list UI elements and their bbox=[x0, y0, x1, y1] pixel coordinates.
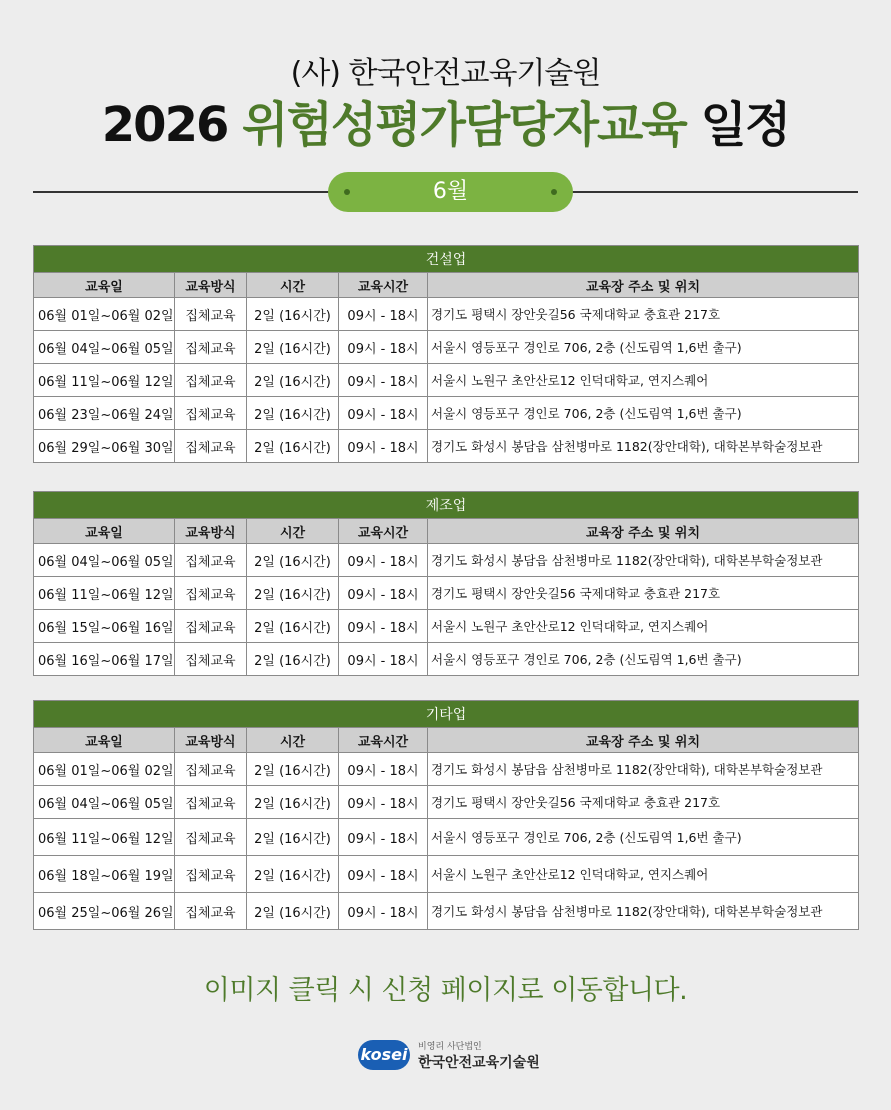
location-cell: 서울시 영등포구 경인로 706, 2층 (신도림역 1,6번 출구) bbox=[428, 819, 859, 856]
column-header: 교육시간 bbox=[339, 519, 428, 544]
duration-cell: 2일 (16시간) bbox=[247, 856, 339, 893]
duration-cell: 2일 (16시간) bbox=[247, 753, 339, 786]
category-title: 기타업 bbox=[34, 701, 859, 728]
hours-cell: 09시 - 18시 bbox=[339, 364, 428, 397]
date-cell: 06월 11일~06월 12일 bbox=[34, 819, 175, 856]
location-cell: 경기도 화성시 봉담읍 삼천병마로 1182(장안대학), 대학본부학술정보관 bbox=[428, 544, 859, 577]
kosei-logo-icon: kosei bbox=[358, 1040, 410, 1070]
table-row bbox=[34, 430, 859, 463]
table-row bbox=[34, 643, 859, 676]
duration-cell: 2일 (16시간) bbox=[247, 364, 339, 397]
table-row bbox=[34, 364, 859, 397]
schedule-table bbox=[33, 700, 859, 930]
location-cell: 경기도 화성시 봉담읍 삼천병마로 1182(장안대학), 대학본부학술정보관 bbox=[428, 893, 859, 930]
category-row bbox=[34, 492, 859, 519]
location-cell: 서울시 노원구 초안산로12 인덕대학교, 연지스퀘어 bbox=[428, 364, 859, 397]
method-cell: 집체교육 bbox=[175, 893, 247, 930]
duration-cell: 2일 (16시간) bbox=[247, 819, 339, 856]
method-cell: 집체교육 bbox=[175, 819, 247, 856]
category-row bbox=[34, 246, 859, 273]
column-header: 교육방식 bbox=[175, 728, 247, 753]
location-cell: 서울시 영등포구 경인로 706, 2층 (신도림역 1,6번 출구) bbox=[428, 397, 859, 430]
schedule-table bbox=[33, 491, 859, 676]
month-badge bbox=[328, 172, 573, 212]
method-cell: 집체교육 bbox=[175, 577, 247, 610]
location-cell: 경기도 평택시 장안웃길56 국제대학교 충효관 217호 bbox=[428, 786, 859, 819]
duration-cell: 2일 (16시간) bbox=[247, 331, 339, 364]
column-header: 시간 bbox=[247, 519, 339, 544]
category-title: 건설업 bbox=[34, 246, 859, 273]
date-cell: 06월 29일~06월 30일 bbox=[34, 430, 175, 463]
table-row bbox=[34, 397, 859, 430]
title-year: 2026 bbox=[101, 97, 228, 153]
location-cell: 경기도 화성시 봉담읍 삼천병마로 1182(장안대학), 대학본부학술정보관 bbox=[428, 430, 859, 463]
date-cell: 06월 25일~06월 26일 bbox=[34, 893, 175, 930]
header-row bbox=[34, 273, 859, 298]
column-header: 교육시간 bbox=[339, 273, 428, 298]
hours-cell: 09시 - 18시 bbox=[339, 856, 428, 893]
method-cell: 집체교육 bbox=[175, 331, 247, 364]
hours-cell: 09시 - 18시 bbox=[339, 610, 428, 643]
table-row bbox=[34, 577, 859, 610]
method-cell: 집체교육 bbox=[175, 610, 247, 643]
hours-cell: 09시 - 18시 bbox=[339, 819, 428, 856]
location-cell: 경기도 평택시 장안웃길56 국제대학교 충효관 217호 bbox=[428, 298, 859, 331]
date-cell: 06월 04일~06월 05일 bbox=[34, 331, 175, 364]
column-header: 교육일 bbox=[34, 728, 175, 753]
duration-cell: 2일 (16시간) bbox=[247, 430, 339, 463]
date-cell: 06월 04일~06월 05일 bbox=[34, 786, 175, 819]
org-logo bbox=[358, 1036, 558, 1076]
date-cell: 06월 11일~06월 12일 bbox=[34, 364, 175, 397]
duration-cell: 2일 (16시간) bbox=[247, 397, 339, 430]
date-cell: 06월 18일~06월 19일 bbox=[34, 856, 175, 893]
duration-cell: 2일 (16시간) bbox=[247, 544, 339, 577]
duration-cell: 2일 (16시간) bbox=[247, 893, 339, 930]
column-header: 교육일 bbox=[34, 273, 175, 298]
hours-cell: 09시 - 18시 bbox=[339, 544, 428, 577]
dot-icon bbox=[344, 189, 350, 195]
table-row bbox=[34, 298, 859, 331]
title-highlight: 위험성평가담당자교육 bbox=[242, 97, 686, 153]
method-cell: 집체교육 bbox=[175, 856, 247, 893]
date-cell: 06월 01일~06월 02일 bbox=[34, 298, 175, 331]
header-row bbox=[34, 728, 859, 753]
column-header: 교육장 주소 및 위치 bbox=[428, 728, 859, 753]
table-row bbox=[34, 331, 859, 364]
title-suffix: 일정 bbox=[700, 97, 790, 153]
table-row bbox=[34, 786, 859, 819]
column-header: 교육방식 bbox=[175, 519, 247, 544]
hours-cell: 09시 - 18시 bbox=[339, 298, 428, 331]
column-header: 교육일 bbox=[34, 519, 175, 544]
table-row bbox=[34, 856, 859, 893]
location-cell: 서울시 노원구 초안산로12 인덕대학교, 연지스퀘어 bbox=[428, 856, 859, 893]
table-row bbox=[34, 819, 859, 856]
category-title: 제조업 bbox=[34, 492, 859, 519]
date-cell: 06월 11일~06월 12일 bbox=[34, 577, 175, 610]
header-row bbox=[34, 519, 859, 544]
date-cell: 06월 01일~06월 02일 bbox=[34, 753, 175, 786]
logo-subtitle: 비영리 사단법인 bbox=[418, 1042, 482, 1052]
hours-cell: 09시 - 18시 bbox=[339, 786, 428, 819]
table-row bbox=[34, 544, 859, 577]
table-row bbox=[34, 610, 859, 643]
hours-cell: 09시 - 18시 bbox=[339, 331, 428, 364]
column-header: 시간 bbox=[247, 728, 339, 753]
location-cell: 서울시 노원구 초안산로12 인덕대학교, 연지스퀘어 bbox=[428, 610, 859, 643]
dot-icon bbox=[551, 189, 557, 195]
category-row bbox=[34, 701, 859, 728]
column-header: 교육장 주소 및 위치 bbox=[428, 273, 859, 298]
method-cell: 집체교육 bbox=[175, 298, 247, 331]
hours-cell: 09시 - 18시 bbox=[339, 430, 428, 463]
method-cell: 집체교육 bbox=[175, 430, 247, 463]
method-cell: 집체교육 bbox=[175, 544, 247, 577]
table-row bbox=[34, 753, 859, 786]
location-cell: 서울시 영등포구 경인로 706, 2층 (신도림역 1,6번 출구) bbox=[428, 331, 859, 364]
hours-cell: 09시 - 18시 bbox=[339, 643, 428, 676]
column-header: 시간 bbox=[247, 273, 339, 298]
hours-cell: 09시 - 18시 bbox=[339, 753, 428, 786]
date-cell: 06월 04일~06월 05일 bbox=[34, 544, 175, 577]
hours-cell: 09시 - 18시 bbox=[339, 397, 428, 430]
organization-name: (사) 한국안전교육기술원 bbox=[290, 56, 601, 91]
location-cell: 경기도 화성시 봉담읍 삼천병마로 1182(장안대학), 대학본부학술정보관 bbox=[428, 753, 859, 786]
method-cell: 집체교육 bbox=[175, 643, 247, 676]
month-divider bbox=[33, 172, 858, 212]
method-cell: 집체교육 bbox=[175, 786, 247, 819]
schedule-table bbox=[33, 245, 859, 463]
duration-cell: 2일 (16시간) bbox=[247, 786, 339, 819]
page-title bbox=[0, 86, 891, 155]
duration-cell: 2일 (16시간) bbox=[247, 298, 339, 331]
column-header: 교육장 주소 및 위치 bbox=[428, 519, 859, 544]
click-instruction[interactable]: 이미지 클릭 시 신청 페이지로 이동합니다. bbox=[203, 975, 688, 1006]
column-header: 교육방식 bbox=[175, 273, 247, 298]
duration-cell: 2일 (16시간) bbox=[247, 643, 339, 676]
month-label: 6월 bbox=[432, 179, 469, 204]
location-cell: 경기도 평택시 장안웃길56 국제대학교 충효관 217호 bbox=[428, 577, 859, 610]
date-cell: 06월 23일~06월 24일 bbox=[34, 397, 175, 430]
hours-cell: 09시 - 18시 bbox=[339, 893, 428, 930]
duration-cell: 2일 (16시간) bbox=[247, 610, 339, 643]
location-cell: 서울시 영등포구 경인로 706, 2층 (신도림역 1,6번 출구) bbox=[428, 643, 859, 676]
date-cell: 06월 16일~06월 17일 bbox=[34, 643, 175, 676]
date-cell: 06월 15일~06월 16일 bbox=[34, 610, 175, 643]
method-cell: 집체교육 bbox=[175, 397, 247, 430]
method-cell: 집체교육 bbox=[175, 753, 247, 786]
hours-cell: 09시 - 18시 bbox=[339, 577, 428, 610]
method-cell: 집체교육 bbox=[175, 364, 247, 397]
column-header: 교육시간 bbox=[339, 728, 428, 753]
duration-cell: 2일 (16시간) bbox=[247, 577, 339, 610]
table-row bbox=[34, 893, 859, 930]
logo-name: 한국안전교육기술원 bbox=[418, 1055, 540, 1071]
